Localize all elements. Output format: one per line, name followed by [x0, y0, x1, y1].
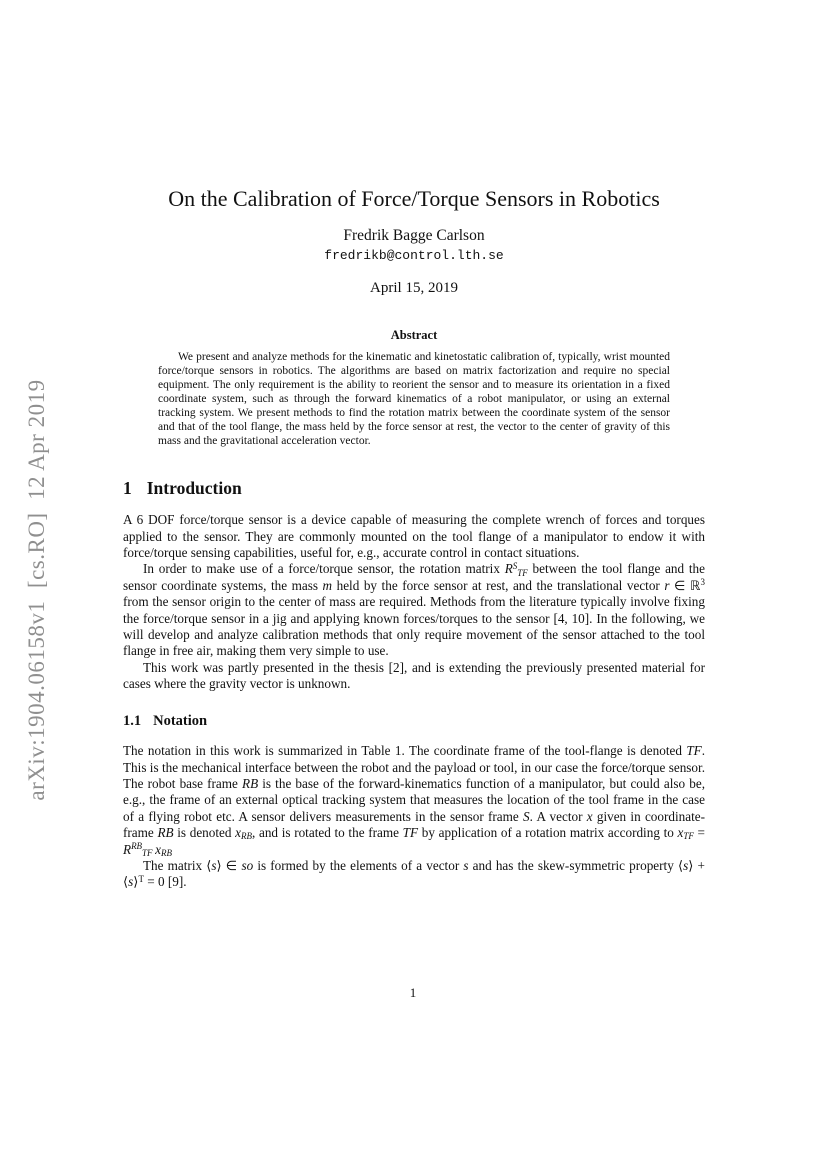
author-name: Fredrik Bagge Carlson [343, 227, 485, 245]
intro-paragraph-3: This work was partly presented in the thesis [2], and is extending the previously presented material for cases where the gravity vector is unknown. [123, 659, 705, 691]
intro-paragraph-2: In order to make use of a force/torque sensor, the rotation matrix $R^STF$ between the tool flange and the sensor coordinate systems, the mass m held by the force sensor at rest, and the translational vector r ∈ ℝ$^3$ from the sensor origin to the center of mass are required. Methods from the literature typically involve fixing the force/torque sensor in a jig and applying known forces/torques to the sensor [4, 10]. In the following, we will develop and analyze calibration methods that only require movement of the sensor attached to the tool flange in free air, making them very simple to use. [123, 561, 706, 659]
paper-content [123, 0, 705, 891]
notation-paragraph-1: The notation in this work is summarized in Table 1. The coordinate frame of the tool-flange is denoted TF. This is the mechanical interface between the robot and the payload or tool, in our case the force/torque sensor. The robot base frame RB is the base of the forward-kinematics function of a manipulator, but could also be, e.g., the frame of an external optical tracking system that measures the location of the tool frame in the case of a flying robot etc. A sensor delivers measurements in the sensor frame S. A vector x given in coordinate-frame RB is denoted xRB, and is rotated to the frame TF by application of a rotation matrix according to xTF = $R^{RB}TF$ xRB [123, 743, 705, 858]
paper-date: April 15, 2019 [370, 280, 458, 297]
author-email: fredrikb@control.lth.se [324, 248, 504, 264]
paper-title: On the Calibration of Force/Torque Sensors in Robotics [168, 186, 660, 211]
subsection-1-1-title: Notation [153, 713, 208, 730]
notation-paragraph-2: The matrix ⟨s⟩ ∈ so is formed by the elements of a vector s and has the skew-symmetric property ⟨s⟩ + ⟨s⟩$^T$ = 0 [9]. [123, 857, 705, 890]
abstract-text: We present and analyze methods for the kinematic and kinetostatic calibration of, typically, wrist mounted force/torque sensors in robotics. The algorithms are based on matrix factorization and require no special equipment. The only requirement is the ability to reorient the sensor and to measure its orientation in a fixed coordinate system, such as through the forward kinematics of a robot manipulator, or using an external tracking system. We present methods to find the rotation matrix between the coordinate system of the sensor and that of the tool flange, the mass held by the force sensor at rest, the vector to the center of gravity of this mass and the gravitational acceleration vector. [158, 351, 670, 448]
arxiv-watermark: arXiv:1904.06158v1 [cs.RO] 12 Apr 2019 [24, 379, 49, 801]
section-1-heading [123, 478, 705, 499]
subsection-1-1-number: 1.1 [123, 713, 142, 730]
page-number: 1 [409, 985, 417, 1000]
section-1-number: 1 [123, 478, 132, 499]
section-1-title: Introduction [146, 478, 242, 499]
subsection-1-1-heading [123, 713, 705, 730]
intro-paragraph-1: A 6 DOF force/torque sensor is a device capable of measuring the complete wrench of forces and torques applied to the sensor. They are commonly mounted on the tool flange of a manipulator to endow it with force/torque sensing capabilities, useful for, e.g., accurate control in contact situations. [123, 512, 705, 561]
abstract-heading: Abstract [390, 328, 438, 343]
